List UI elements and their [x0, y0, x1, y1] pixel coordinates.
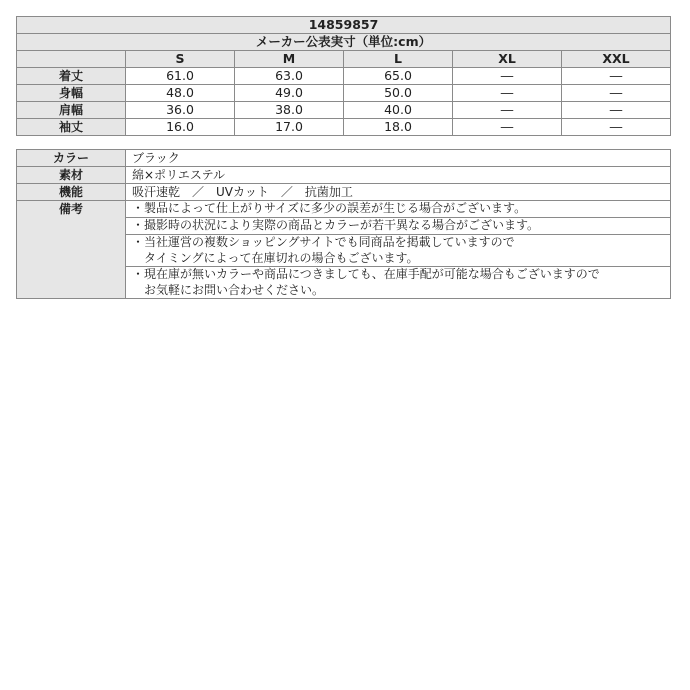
size-value: ―: [562, 68, 671, 85]
size-value: 38.0: [235, 102, 344, 119]
note-line: タイミングによって在庫切れの場合もございます。: [132, 250, 419, 265]
row-label: 袖丈: [17, 119, 126, 136]
spec-row-note-1: [17, 201, 671, 218]
note-item: [126, 235, 671, 267]
size-value: 36.0: [126, 102, 235, 119]
size-value: 40.0: [344, 102, 453, 119]
note-line: ・撮影時の状況により実際の商品とカラーが若干異なる場合がございます。: [132, 218, 540, 232]
size-value: 16.0: [126, 119, 235, 136]
size-value: 18.0: [344, 119, 453, 136]
size-value: 50.0: [344, 85, 453, 102]
row-label: 着丈: [17, 68, 126, 85]
material-label: 素材: [17, 167, 126, 184]
size-value: ―: [453, 68, 562, 85]
material-value: 綿×ポリエステル: [126, 167, 671, 184]
spec-row-function: [17, 184, 671, 201]
color-value: ブラック: [126, 150, 671, 167]
size-value: ―: [453, 102, 562, 119]
size-value: 61.0: [126, 68, 235, 85]
note-line: お気軽にお問い合わせください。: [132, 282, 325, 297]
function-value: 吸汗速乾 ／ UVカット ／ 抗菌加工: [126, 184, 671, 201]
note-item: [126, 201, 671, 218]
size-row-sleeve: [17, 119, 671, 136]
size-header-l: L: [344, 51, 453, 68]
size-value: 17.0: [235, 119, 344, 136]
size-header-blank: [17, 51, 126, 68]
size-value: 49.0: [235, 85, 344, 102]
spec-row-color: [17, 150, 671, 167]
unit-title: メーカー公表実寸（単位:cm）: [17, 34, 671, 51]
spec-table: [16, 149, 671, 299]
size-row-width: [17, 85, 671, 102]
size-header-s: S: [126, 51, 235, 68]
note-line: ・現在庫が無いカラーや商品につきましても、在庫手配が可能な場合もございますので: [132, 267, 600, 281]
size-header-xl: XL: [453, 51, 562, 68]
function-label: 機能: [17, 184, 126, 201]
size-table: [16, 16, 671, 136]
note-item: [126, 218, 671, 235]
size-header-m: M: [235, 51, 344, 68]
note-item: [126, 267, 671, 299]
size-value: 63.0: [235, 68, 344, 85]
size-value: ―: [453, 119, 562, 136]
size-row-length: [17, 68, 671, 85]
note-line: ・当社運営の複数ショッピングサイトでも同商品を掲載していますので: [132, 235, 515, 249]
size-value: ―: [562, 119, 671, 136]
size-value: ―: [562, 102, 671, 119]
spec-row-material: [17, 167, 671, 184]
size-row-shoulder: [17, 102, 671, 119]
color-label: カラー: [17, 150, 126, 167]
size-value: 65.0: [344, 68, 453, 85]
size-value: ―: [562, 85, 671, 102]
size-value: ―: [453, 85, 562, 102]
row-label: 肩幅: [17, 102, 126, 119]
note-line: ・製品によって仕上がりサイズに多少の誤差が生じる場合がございます。: [132, 201, 527, 215]
row-label: 身幅: [17, 85, 126, 102]
product-id: 14859857: [17, 17, 671, 34]
notes-label: 備考: [17, 201, 126, 299]
size-header-xxl: XXL: [562, 51, 671, 68]
size-value: 48.0: [126, 85, 235, 102]
